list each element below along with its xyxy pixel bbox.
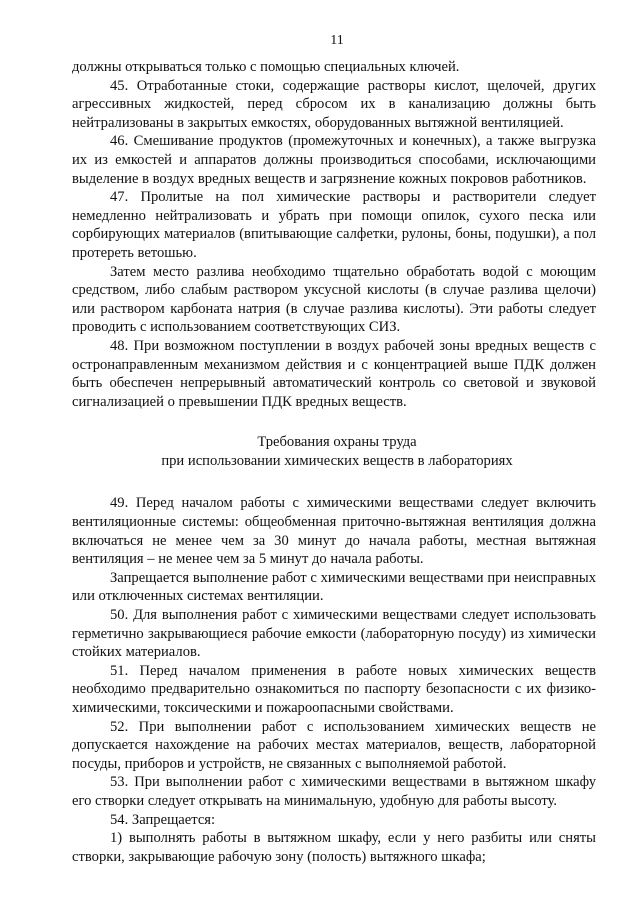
paragraph-47: 47. Пролитые на пол химические растворы и растворители следует немедленно нейтрализовать и убрать при помощи опилок, сухого песка или сорбирующих материалов (впитывающие салфетки, рулоны, боны, подушки), а пол протереть ветошью. xyxy=(72,189,596,261)
section-spacer xyxy=(72,470,596,494)
paragraph-54-item-1: 1) выполнять работы в вытяжном шкафу, если у него разбиты или сняты створки, закрывающие рабочую зону (полость) вытяжного шкафа; xyxy=(72,830,596,865)
paragraph-46: 46. Смешивание продуктов (промежуточных и конечных), а также выгрузка их из емкостей и аппаратов должны производиться способами, исключающими выделение в воздух вредных веществ и загрязнение кожных покровов работников. xyxy=(72,133,596,187)
paragraph-54: 54. Запрещается: xyxy=(110,811,216,828)
paragraph-49: 49. Перед началом работы с химическими веществами следует включить вентиляционные системы: общеобменная приточно-вытяжная вентиляция должна включаться не менее чем за 30 минут до начала работы, местная вытяжная вентиляция – не менее чем за 5 минут до начала работы. xyxy=(72,495,596,568)
paragraph-47-continued: Затем место разлива необходимо тщательно обработать водой с моющим средством, либо слабым раствором уксусной кислоты (в случае разлива щелочи) или раствором карбоната натрия (в случае разлива кислоты). Эти работы следует проводить с использованием соответствующих СИЗ. xyxy=(72,263,596,336)
paragraph-45: 45. Отработанные стоки, содержащие растворы кислот, щелочей, других агрессивных жидкостей, перед сбросом их в канализацию должны быть нейтрализованы в закрытых емкостях, оборудованных вытяжной вентиляцией. xyxy=(72,77,596,131)
paragraph-50: 50. Для выполнения работ с химическими веществами следует использовать герметично закрывающиеся рабочие емкости (лабораторную посуду) из химически стойких материалов. xyxy=(72,607,596,661)
paragraph-48: 48. При возможном поступлении в воздух рабочей зоны вредных веществ с остронаправленным механизмом действия и с концентрацией выше ПДК должен быть обеспечен непрерывный автоматический контроль со световой и звуковой сигнализацией о превышении ПДК вредных веществ. xyxy=(72,337,596,410)
paragraph-continuation: должны открываться только с помощью специальных ключей. xyxy=(72,59,460,75)
paragraph-51: 51. Перед началом применения в работе новых химических веществ необходимо предварительно ознакомиться по паспорту безопасности с их физико-химическими, токсическими и пожароопасными свойствами. xyxy=(72,662,596,716)
page-number: 11 xyxy=(330,33,344,48)
section-title-line-1: Требования охраны труда xyxy=(257,434,417,451)
paragraph-52: 52. При выполнении работ с использованием химических веществ не допускается нахождение на рабочих местах материалов, веществ, лабораторной посуды, приборов и устройств, не связанных с выполняемой работой. xyxy=(72,718,596,772)
section-title-line-2: при использовании химических веществ в лабораториях xyxy=(161,452,513,469)
paragraph-53: 53. При выполнении работ с химическими веществами в вытяжном шкафу его створки следует открывать на минимальную, удобную для работы высоту. xyxy=(72,774,596,809)
paragraph-49-continued: Запрещается выполнение работ с химическими веществами при неисправных или отключенных системах вентиляции. xyxy=(72,569,596,605)
